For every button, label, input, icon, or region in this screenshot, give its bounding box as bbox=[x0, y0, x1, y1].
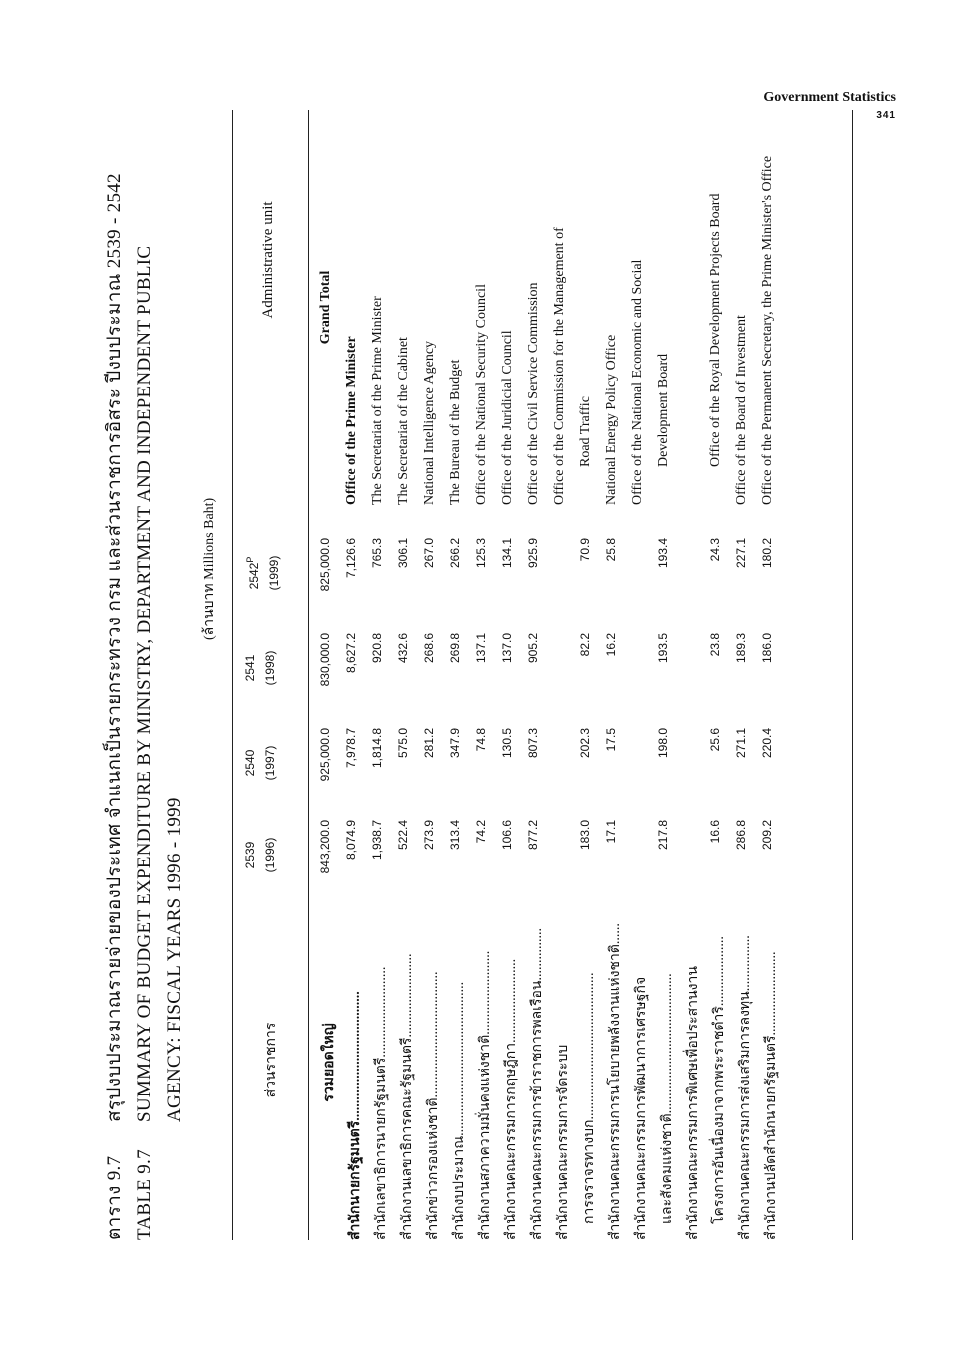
table-row bbox=[760, 110, 786, 1240]
value-cell: 137.0 bbox=[500, 633, 514, 664]
unit-name-english: National Intelligence Agency bbox=[422, 340, 437, 505]
table-row bbox=[604, 110, 630, 1240]
unit-name-english: Office of the Prime Minister bbox=[344, 336, 359, 505]
value-cell: 1,814.8 bbox=[370, 728, 384, 769]
value-cell: 306.1 bbox=[396, 538, 410, 569]
year-ce: (1997) bbox=[263, 745, 277, 781]
year-column-head bbox=[240, 628, 280, 708]
value-cell: 266.2 bbox=[448, 538, 462, 569]
unit-name-english: The Bureau of the Budget bbox=[448, 359, 463, 505]
series-title: Government Statistics bbox=[763, 90, 896, 105]
year-be: 2539 bbox=[243, 841, 257, 869]
year-be-text: 2542 bbox=[247, 562, 261, 590]
value-cell: 183.0 bbox=[578, 820, 592, 851]
value-cell: 825,000.0 bbox=[318, 538, 332, 592]
value-cell: 186.0 bbox=[760, 633, 774, 664]
table-row bbox=[656, 110, 682, 1240]
unit-name-thai: สำนักงานปลัดสำนักนายกรัฐมนตรี........................ bbox=[764, 951, 779, 1240]
value-cell: 522.4 bbox=[396, 820, 410, 851]
value-cell: 286.8 bbox=[734, 820, 748, 851]
year-column-head bbox=[240, 723, 280, 803]
unit-name-thai: สำนักนายกรัฐมนตรี..................................... bbox=[348, 991, 363, 1240]
table-row bbox=[422, 110, 448, 1240]
value-cell: 24.3 bbox=[708, 538, 722, 562]
year-ce: (1996) bbox=[263, 837, 277, 873]
table-title bbox=[100, 110, 190, 1240]
year-column-head bbox=[240, 533, 284, 613]
value-cell: 269.8 bbox=[448, 633, 462, 664]
value-cell: 281.2 bbox=[422, 728, 436, 759]
table-row bbox=[318, 110, 344, 1240]
unit-name-thai: สำนักงานคณะกรรมการนโยบายพลังงานแห่งชาติ...... bbox=[608, 923, 623, 1240]
value-cell: 23.8 bbox=[708, 633, 722, 657]
unit-name-thai: สำนักงานคณะกรรมการพัฒนาการเศรษฐกิจ bbox=[634, 976, 649, 1240]
value-cell: 925.9 bbox=[526, 538, 540, 569]
value-cell: 180.2 bbox=[760, 538, 774, 569]
unit-name-english: National Energy Policy Office bbox=[604, 334, 619, 505]
unit-name-thai: สำนักข่าวกรองแห่งชาติ.................................... bbox=[426, 971, 441, 1240]
table-row bbox=[344, 110, 370, 1240]
column-head-thai: ส่วนราชการ bbox=[264, 1022, 279, 1098]
value-cell: 17.1 bbox=[604, 820, 618, 844]
unit-name-thai: สำนักเลขาธิการนายกรัฐมนตรี.......................... bbox=[374, 966, 389, 1240]
value-cell: 843,200.0 bbox=[318, 820, 332, 874]
unit-name-thai: การจราจรทางบก.......................................... bbox=[582, 972, 597, 1224]
unit-name-english: Grand Total bbox=[318, 270, 333, 345]
title-en-text: SUMMARY OF BUDGET EXPENDITURE BY MINISTRY, DEPARTMENT AND INDEPENDENT PUBLIC bbox=[134, 245, 155, 1122]
unit-name-thai: สำนักงานสภาความมั่นคงแห่งชาติ........................ bbox=[478, 950, 493, 1240]
title-english-line2: AGENCY: FISCAL YEARS 1996 - 1999 bbox=[164, 797, 185, 1122]
value-cell: 209.2 bbox=[760, 820, 774, 851]
year-ce: (1999) bbox=[267, 555, 281, 591]
unit-name-english: Office of the Commission for the Management of bbox=[552, 227, 567, 505]
value-cell: 807.3 bbox=[526, 728, 540, 759]
table-body bbox=[318, 110, 786, 1240]
unit-name-english: The Secretariat of the Prime Minister bbox=[370, 296, 385, 505]
table-row bbox=[708, 110, 734, 1240]
page-number: 341 bbox=[876, 110, 896, 121]
title-thai-text: สรุปงบประมาณรายจ่ายของประเทศ จำแนกเป็นรายกระทรวง กรม และส่วนราชการอิสระ ปีงบประมาณ 2539 - 2542 bbox=[104, 173, 125, 1122]
value-cell: 830,000.0 bbox=[318, 633, 332, 687]
table-row bbox=[474, 110, 500, 1240]
value-cell: 25.6 bbox=[708, 728, 722, 752]
value-cell: 106.6 bbox=[500, 820, 514, 851]
value-cell: 82.2 bbox=[578, 633, 592, 657]
value-cell: 217.8 bbox=[656, 820, 670, 851]
column-head-english: Administrative unit bbox=[260, 201, 276, 319]
value-cell: 193.5 bbox=[656, 633, 670, 664]
unit-name-thai: สำนักงานเลขาธิการคณะรัฐมนตรี........................ bbox=[400, 953, 415, 1240]
table-row bbox=[630, 110, 656, 1240]
rotated-table-page bbox=[100, 110, 860, 1240]
value-cell: 74.2 bbox=[474, 820, 488, 844]
value-cell: 137.1 bbox=[474, 633, 488, 664]
unit-name-thai: และสังคมแห่งชาติ........................................ bbox=[660, 973, 675, 1224]
unit-name-thai: สำนักงานคณะกรรมการจัดระบบ bbox=[556, 1044, 571, 1240]
value-cell: 7,126.6 bbox=[344, 538, 358, 579]
value-cell: 17.5 bbox=[604, 728, 618, 752]
table-row bbox=[734, 110, 760, 1240]
value-cell: 273.9 bbox=[422, 820, 436, 851]
value-cell: 16.6 bbox=[708, 820, 722, 844]
unit-name-english: The Secretariat of the Cabinet bbox=[396, 337, 411, 505]
table-row bbox=[370, 110, 396, 1240]
value-cell: 765.3 bbox=[370, 538, 384, 569]
unit-name-english: Office of the Juridicial Council bbox=[500, 330, 515, 505]
table-row bbox=[578, 110, 604, 1240]
unit-name-thai: รวมยอดใหญ่ bbox=[322, 1023, 337, 1102]
value-cell: 125.3 bbox=[474, 538, 488, 569]
unit-name-english: Office of the National Security Council bbox=[474, 284, 489, 505]
value-cell: 220.4 bbox=[760, 728, 774, 759]
value-cell: 313.4 bbox=[448, 820, 462, 851]
value-cell: 198.0 bbox=[656, 728, 670, 759]
value-cell: 925,000.0 bbox=[318, 728, 332, 782]
value-cell: 8,074.9 bbox=[344, 820, 358, 861]
value-cell: 267.0 bbox=[422, 538, 436, 569]
unit-name-thai: สำนักงานคณะกรรมการพิเศษเพื่อประสานงาน bbox=[686, 966, 701, 1240]
unit-name-english: Office of the Board of Investment bbox=[734, 315, 749, 505]
value-cell: 16.2 bbox=[604, 633, 618, 657]
unit-name-thai: สำนักงานคณะกรรมการข้าราชการพลเรือน............... bbox=[530, 928, 545, 1240]
header-bottom-rule bbox=[308, 110, 309, 1240]
unit-name-english: Road Traffic bbox=[578, 396, 593, 467]
title-english bbox=[130, 110, 160, 1240]
unit-name-thai: โครงการอันเนื่องมาจากพระราชดำริ.................... bbox=[712, 936, 727, 1224]
value-cell: 25.8 bbox=[604, 538, 618, 562]
value-cell: 905.2 bbox=[526, 633, 540, 664]
value-cell: 134.1 bbox=[500, 538, 514, 569]
value-cell: 74.8 bbox=[474, 728, 488, 752]
value-cell: 202.3 bbox=[578, 728, 592, 759]
value-cell: 193.4 bbox=[656, 538, 670, 569]
preliminary-mark: P bbox=[245, 556, 255, 563]
value-cell: 130.5 bbox=[500, 728, 514, 759]
year-be: 2540 bbox=[243, 749, 257, 777]
value-cell: 575.0 bbox=[396, 728, 410, 759]
value-cell: 8,627.2 bbox=[344, 633, 358, 674]
value-cell: 271.1 bbox=[734, 728, 748, 759]
value-cell: 189.3 bbox=[734, 633, 748, 664]
table-row bbox=[500, 110, 526, 1240]
value-cell: 920.8 bbox=[370, 633, 384, 664]
title-en-label: TABLE 9.7 bbox=[134, 1149, 155, 1240]
unit-note: (ล้านบาท Millions Baht) bbox=[202, 497, 217, 640]
value-cell: 70.9 bbox=[578, 538, 592, 562]
table-row bbox=[448, 110, 474, 1240]
value-cell: 7,978.7 bbox=[344, 728, 358, 769]
unit-name-thai: สำนักงานคณะกรรมการกฤษฎีกา........................ bbox=[504, 958, 519, 1240]
value-cell: 347.9 bbox=[448, 728, 462, 759]
value-cell: 268.6 bbox=[422, 633, 436, 664]
unit-name-english: Office of the Permanent Secretary, the Prime Minister's Office bbox=[760, 155, 775, 505]
title-thai bbox=[100, 110, 130, 1240]
unit-name-thai: สำนักงบประมาณ............................................ bbox=[452, 981, 467, 1240]
table-bottom-rule bbox=[852, 110, 853, 1240]
value-cell: 877.2 bbox=[526, 820, 540, 851]
table-row bbox=[682, 110, 708, 1240]
title-thai-label: ตาราง 9.7 bbox=[104, 1155, 125, 1240]
year-be bbox=[240, 533, 264, 613]
year-be: 2541 bbox=[243, 654, 257, 682]
table-row bbox=[526, 110, 552, 1240]
value-cell: 1,938.7 bbox=[370, 820, 384, 861]
unit-name-english: Office of the National Economic and Social bbox=[630, 259, 645, 505]
table-top-rule bbox=[232, 110, 233, 1240]
unit-name-thai: สำนักงานคณะกรรมการส่งเสริมการลงทุน................ bbox=[738, 935, 753, 1240]
unit-name-english: Development Board bbox=[656, 353, 671, 467]
unit-name-english: Office of the Royal Development Projects Board bbox=[708, 193, 723, 467]
table-row bbox=[396, 110, 422, 1240]
value-cell: 432.6 bbox=[396, 633, 410, 664]
table-row bbox=[552, 110, 578, 1240]
unit-name-english: Office of the Civil Service Commission bbox=[526, 282, 541, 505]
value-cell: 227.1 bbox=[734, 538, 748, 569]
year-ce: (1998) bbox=[263, 650, 277, 686]
year-column-head bbox=[240, 815, 280, 895]
